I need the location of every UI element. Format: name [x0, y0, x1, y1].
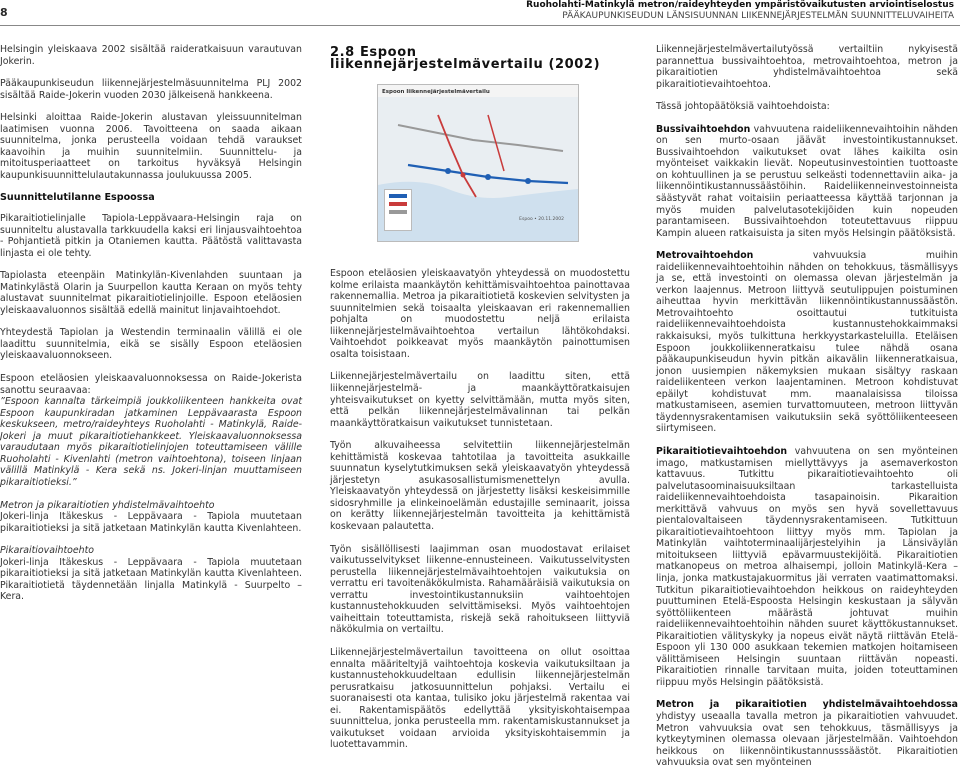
map-title: Espoon liikennejärjestelmävertailu — [382, 89, 490, 96]
paragraph: Tapiolasta eteenpäin Matinkylän-Kivenlahden suuntaan ja Matinkylästä Olarin ja Suurpellon kautta Keraan on myös tehty alustavat suunnitelmat pikaraitiotielinjoille. Espoon eteläosien yleiskaavaluonnos sisältää edellä mainitut linjavaihtoehdot. — [0, 270, 302, 316]
running-header — [526, 0, 954, 22]
section-heading: Suunnittelutilanne Espoossa — [0, 192, 155, 204]
paragraph: Helsinki aloittaa Raide-Jokerin alustavan yleissuunnitelman laatimisen vuonna 2006. Tavoitteena on saada aikaan suunnitelma, jonka perusteella voidaan tehdä varaukset kaavoihin ja muihin suunnitelmiin. Suunnittelu- ja mitoitusperiaatteet on tarkoitus hyväksyä Helsingin kaupunkisuunnittelulautakunnassa joulukuussa 2005. — [0, 112, 302, 181]
quote: ”Espoon kannalta tärkeimpiä joukkoliikenteen hankkeita ovat Espoon kaupunkiradan jatkaminen Leppävaarasta Espoon keskukseen, metro/raideyhteys Ruoholahti - Matinkylä, Raide-Jokeri ja muut pikaraitiotiehankkeet. Yleiskaavaluonnoksessa varaudutaan myös pikaraitiotielinjojen toteuttamiseen välille Ruoholahti - Kivenlahti (metron vaihtoehtona), toiseen linjaan välillä Matinkylä - Kera sekä ns. Jokeri-linjan muuttamiseen pikaraitiotieksi.” — [0, 396, 302, 488]
paragraph: Jokeri-linja Itäkeskus - Leppävaara - Tapiola muutetaan pikaraitiotieksi ja sitä jatketaan Matinkylän kautta Kivenlahteen. — [0, 511, 302, 534]
paragraph: Espoon eteläosien yleiskaavaluonnoksessa on Raide-Jokerista sanottu seuraavaa: — [0, 373, 302, 396]
page-number: 8 — [0, 6, 8, 19]
paragraph: Työn alkuvaiheessa selvitettiin liikennejärjestelmän kehittämistä koskevaa tahtotilaa ja tavoitteita asukkaille suunnatun kyselytutkimuksen sekä yleiskaavatyön yhteydessä järjestetyn asukasosallistumismenettelyn avulla. Yleiskaavatyön yhteydessä on järjestetty lisäksi keskeisimmille sidosryhmille ja elinkeinoelämän edustajille seminaarit, joissa on kerätty liikennejärjestelmän tavoitteita ja kehittämistä koskevaan palautetta. — [330, 440, 630, 533]
subheading-metro-combo: Metron ja pikaraitiotien yhdistelmävaihtoehto — [0, 499, 215, 511]
paragraph: Liikennejärjestelmävertailun tavoitteena on ollut osoittaa ennalta määriteltyjä vaihtoehtoja koskevia vaikutuksiltaan ja kustannustehokkuudeltaan edullisin liikennejärjestelmän perusratkaisu jatkosuunnittelun pohjaksi. Vertailu ei suoranaisesti ota kantaa, tulisiko joku järjestelmä rakentaa vai ei. Rakentamispäätös edellyttää yksityiskohtaisempaa suunnittelua, jonka perusteella mm. rakentamiskustannukset ja vaikutukset voidaan arvioida yksityiskohtaisemmin ja luotettavammin. — [330, 646, 630, 751]
paragraph-pika — [656, 446, 958, 688]
paragraph: Pikaraitiotielinjalle Tapiola-Leppävaara-Helsingin raja on suunniteltu alustavalla tarkkuudella kaksi eri linjausvaihtoehtoa - Pohjantietä pitkin ja Otaniemen kautta. Päätöstä valittavasta linjasta ei ole tehty. — [0, 213, 302, 259]
map-legend — [384, 189, 412, 231]
paragraph: Tässä johtopäätöksiä vaihtoehdoista: — [656, 101, 830, 113]
map-stamp: Espoo • 20.11.2002 — [519, 216, 564, 222]
paragraph: Helsingin yleiskaava 2002 sisältää raideratkaisuun varautuvan Jokerin. — [0, 44, 302, 67]
section-heading: 2.8 Espoon liikennejärjestelmävertailu (2002) — [330, 45, 601, 72]
paragraph: Jokeri-linja Itäkeskus - Leppävaara - Tapiola muutetaan pikaraitiotieksi ja sitä jatketaan Matinkylän kautta Kivenlahteen. Pikaraitiotietä täydennetään linjalla Matinkylä - Suurpelto – Kera. — [0, 556, 302, 603]
paragraph: Pääkaupunkiseudun liikennejärjestelmäsuunnitelma PLJ 2002 sisältää Raide-Jokerin vuoden 2030 jälkeisenä hankkeena. — [0, 78, 302, 101]
paragraph: Espoon eteläosien yleiskaavatyön yhteydessä on muodostettu kolme erilaista maankäytön kehittämisvaihtoehtoa painottavaa rakennemallia. Metroa ja pikaraitiotietä koskevien selvitysten ja suunnitelmien sekä toisaalta yleiskaavan eri rakennemallien pohjalta on muodostettu neljä erilaista liikennejärjestelmävaihtoehtoa vertailun lähtökohdaksi. Vaihtoehdot poikkeavat myös maankäytön painottumisen osalta toisistaan. — [330, 268, 630, 360]
subheading-pika: Pikaraitiovaihtoehto — [0, 545, 95, 557]
header-rule — [0, 25, 960, 26]
text-combo: yhdistyy useaalla tavalla metron ja pikaraitiotien vahvuudet. Metron vahvuuksia ovat sen tehokkuus, täsmällisyys ja kytkeytyminen olemassa olevaan järjestelmään. Vaihtoehdon heikkous on liikennöintikustannusssäästöt. Pikaraitiotien vahvuuksia ovat sen myönteinen — [656, 710, 958, 769]
paragraph-bus — [656, 124, 958, 239]
paragraph-metro — [656, 250, 958, 435]
term-combo: Metron ja pikaraitiotien yhdistelmävaihtoehdossa — [656, 699, 958, 711]
paragraph-combo — [656, 699, 958, 768]
header-title: Ruoholahti-Matinkylä metron/raideyhteyden ympäristövaikutusten arviointiselostus — [526, 0, 954, 10]
text-pika: vahvuutena on sen myönteinen imago, matkustamisen miellyttävyys ja asemaverkoston kattavuus. Tutkittu pikaraitiotievaihtoehto oli palvelutasoominaisuuksiltaan tarkastelluista raideliikennevaihtoehdoista tasapainoisin. Pikaraition merkittävä vahvuus on myös sen hyvä sovellettavuus pientalovaltaiseen täydennysrakentamiseen. Tutkittuun pikaraitiotievaihtoehtoon liittyy myös mm. Tapiolan ja Matinkylän vaihtoterminaalijärjestelyihin ja Länsiväylän mitoitukseen liittyviä epävarmuustekijöitä. Pikaraitiotien matkanopeus on metroa alhaisempi, jolloin Matinkylä-Kera –linja, jonka matkustajakuormitus jäi verraten vaatimattomaksi. Tutkitun pikaraitiotievaihtoehdon heikkous on raideyhteyden puuttuminen Etelä-Espoosta Helsingin keskustaan ja sälyvän syöttöliikenteen määrästä johtuvat muihin raideliikennevaihtoehtoihin nähden suuret käyttökustannukset. Pikaraitiotien välityskyky ja nopeus eivät näytä riittävän Etelä-Espoon yli 130 000 asukkaan tekemien matkojen hoitamiseen välittämiseen Helsingin suuntaan riittävän nopeasti. Pikaraitiotien rinnalle tarvitaan muita, joiden toteuttaminen riippuu myös Helsingin päätöksistä. — [656, 445, 958, 688]
paragraph: Yhteydestä Tapiolan ja Westendin terminaalin välillä ei ole laadittu suunnitelmia, eikä se sisälly Espoon eteläosien yleiskaavaluonnokseen. — [0, 327, 302, 362]
term-bus: Bussivaihtoehdon — [656, 123, 751, 135]
column-right — [656, 44, 958, 780]
text-bus: vahvuutena raideliikennevaihtoihin nähden on sen murto-osaan jäävät investointikustannukset. Bussivaihtoehdon vaikutukset ovat lähes kaikilta osin myönteiset vaikkakin lievät. Nopeutusinvestointien tuottoaste on kohtuullinen ja se perustuu selkeästi todennettaviin aika- ja liikennöintikustannussäästöihin. Raideliikenneinvestoinneista säästyvät rahat voitaisiin periaatteessa käyttää tarjonnan ja myös muiden palvelutasotekijöiden kuin nopeuden parantamiseen. Bussivaihtoehdon toteutettavuus riippuu Kampin alueen ratkaisuista ja siten myös Helsingin päätöksistä. — [656, 123, 958, 239]
paragraph: Työn sisällöllisesti laajimman osan muodostavat erilaiset vaikutusselvitykset liikenne-ennusteineen. Vaikutusselvitysten perustella liikennejärjestelmävaihtoehtojen vaikutuksia on verrattu eri tavoitenäkökulmista. Rahamääräisiä vaikutuksia on verrattu investointikustannuksiin vaihtoehtojen kustannustehokkuuden selvittämiseksi. Myös vaihtoehtojen vaiheittain toteuttamista, riskejä sekä rahoitukseen liittyviä näkökulmia on vertailtu. — [330, 543, 630, 636]
paragraph: Liikennejärjestelmävertailutyössä vertailtiin nykyisestä parannettua bussivaihtoehtoa, metrovaihtoehtoa, metron ja pikaraitiotien yhdistelmävaihtoehtoa sekä pikaraitiotievaihtoehtoa. — [656, 44, 958, 90]
text-metro: vahvuuksia muihin raideliikennevaihtoehtoihin nähden on tehokkuus, täsmällisyys ja se, että investointi on olemassa olevan järjestelmän ja verkon laajennus. Metroon liittyvä seutulippujen poistuminen aiheuttaa hyvin merkittävän liikennöintikustannussäästön. Metrovaihtoehto osoittautui tutkituista raideliikennevaihtoehdoista kustannustehokkaimmaksi rakkaisuksi, myös tulkittuna herkkyystarkasteluilla. Eteläisen Espoon joukkoliikenneratkaisu tulee nähdä osana pääkaupunkiseudun hyvin pitkän aikavälin liikenneratkaisua, jonon uusiempien näkemyksien mukaan sisältyy raskaan raideliikenteen verkon laajentaminen. Metroon kohdistuvat epäilyt kohdistuvat mm. maanalaisissa tiloissa matkustamiseen, asemien turvattomuuteen, metroon liittyvän täydennysrakentamisen vaikutuksiin sekä syöttöliikenteeseen siirtymiseen. — [656, 250, 958, 435]
map-figure — [377, 84, 579, 242]
paragraph: Liikennejärjestelmävertailu on laadittu siten, että liikennejärjestelmä- ja maankäyttöratkaisujen yhteisvaikutukset on kyetty selvittämään, mutta myös siten, että pelkän liikennejärjestelmävalinnan tai pelkän maankäyttöratkaisun vaikutukset tunnistetaan. — [330, 371, 630, 429]
term-metro: Metrovaihtoehdon — [656, 250, 754, 262]
column-left — [0, 44, 302, 614]
header-subtitle: PÄÄKAUPUNKISEUDUN LÄNSISUUNNAN LIIKENNEJÄRJESTELMÄN SUUNNITTELUVAIHEITA — [562, 11, 954, 21]
column-middle — [330, 44, 630, 762]
term-pika: Pikaraitiotievaihtoehdon — [656, 445, 788, 457]
